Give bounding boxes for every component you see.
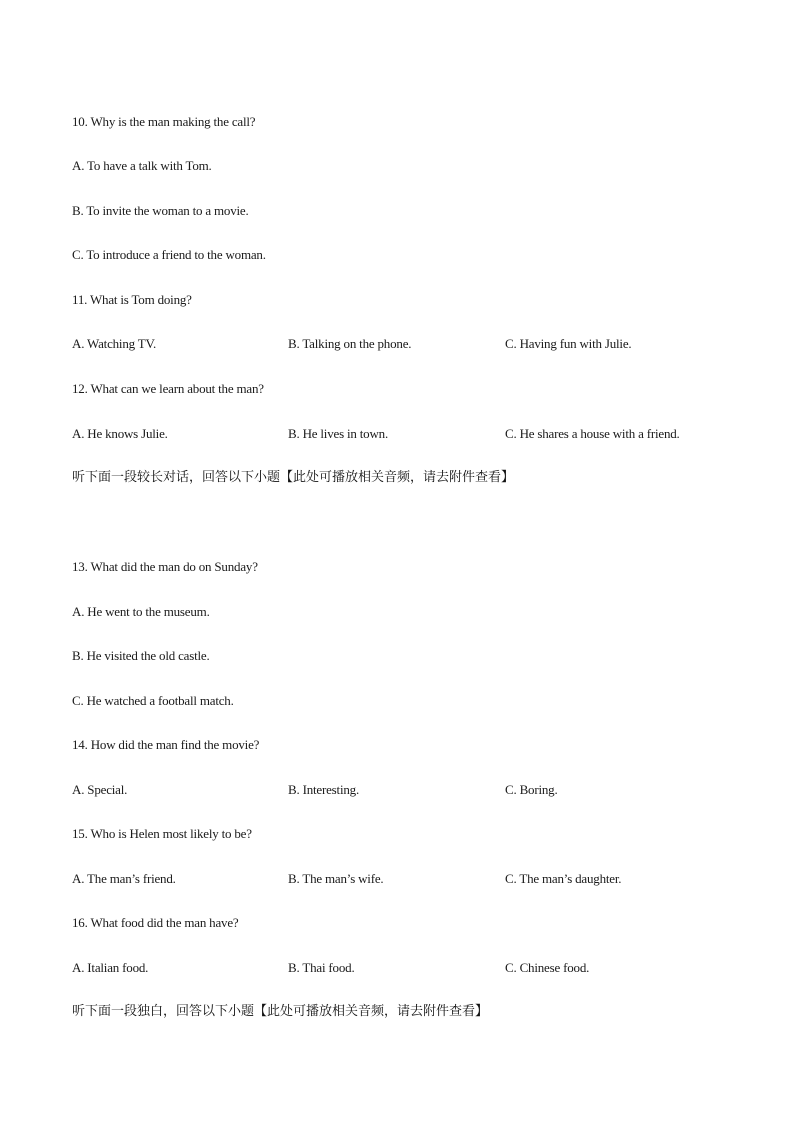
question-16-option-a: A. Italian food. bbox=[72, 960, 149, 975]
question-10-option-a: A. To have a talk with Tom. bbox=[72, 158, 212, 173]
question-13-text: 13. What did the man do on Sunday? bbox=[72, 559, 258, 574]
question-15-text: 15. Who is Helen most likely to be? bbox=[72, 826, 252, 841]
question-12-option-b: B. He lives in town. bbox=[288, 426, 388, 441]
question-10-option-c: C. To introduce a friend to the woman. bbox=[72, 247, 266, 262]
section-instruction-dialogue: 听下面一段较长对话，回答以下小题【此处可播放相关音频，请去附件查看】 bbox=[72, 470, 515, 485]
question-11-text: 11. What is Tom doing? bbox=[72, 292, 192, 307]
question-11-option-a: A. Watching TV. bbox=[72, 336, 157, 351]
question-16-options bbox=[72, 960, 722, 976]
question-14-options bbox=[72, 782, 722, 798]
question-12-option-a: A. He knows Julie. bbox=[72, 426, 168, 441]
question-15-options bbox=[72, 871, 722, 887]
question-10-option-b: B. To invite the woman to a movie. bbox=[72, 203, 249, 218]
question-14-option-b: B. Interesting. bbox=[288, 782, 360, 797]
question-12-text: 12. What can we learn about the man? bbox=[72, 381, 264, 396]
question-14-text: 14. How did the man find the movie? bbox=[72, 737, 260, 752]
question-15-option-a: A. The man’s friend. bbox=[72, 871, 176, 886]
question-14-option-a: A. Special. bbox=[72, 782, 128, 797]
question-15-option-b: B. The man’s wife. bbox=[288, 871, 384, 886]
question-12-options bbox=[72, 426, 722, 442]
question-13-option-b: B. He visited the old castle. bbox=[72, 648, 210, 663]
question-16-option-c: C. Chinese food. bbox=[505, 960, 590, 975]
question-11-options bbox=[72, 336, 722, 352]
question-13-option-c: C. He watched a football match. bbox=[72, 693, 234, 708]
section-instruction-monologue: 听下面一段独白，回答以下小题【此处可播放相关音频，请去附件查看】 bbox=[72, 1004, 489, 1019]
question-15-option-c: C. The man’s daughter. bbox=[505, 871, 622, 886]
question-16-text: 16. What food did the man have? bbox=[72, 915, 239, 930]
question-12-option-c: C. He shares a house with a friend. bbox=[505, 426, 680, 441]
question-14-option-c: C. Boring. bbox=[505, 782, 558, 797]
question-13-option-a: A. He went to the museum. bbox=[72, 604, 210, 619]
question-11-option-c: C. Having fun with Julie. bbox=[505, 336, 632, 351]
question-16-option-b: B. Thai food. bbox=[288, 960, 355, 975]
question-11-option-b: B. Talking on the phone. bbox=[288, 336, 412, 351]
question-10-text: 10. Why is the man making the call? bbox=[72, 114, 256, 129]
